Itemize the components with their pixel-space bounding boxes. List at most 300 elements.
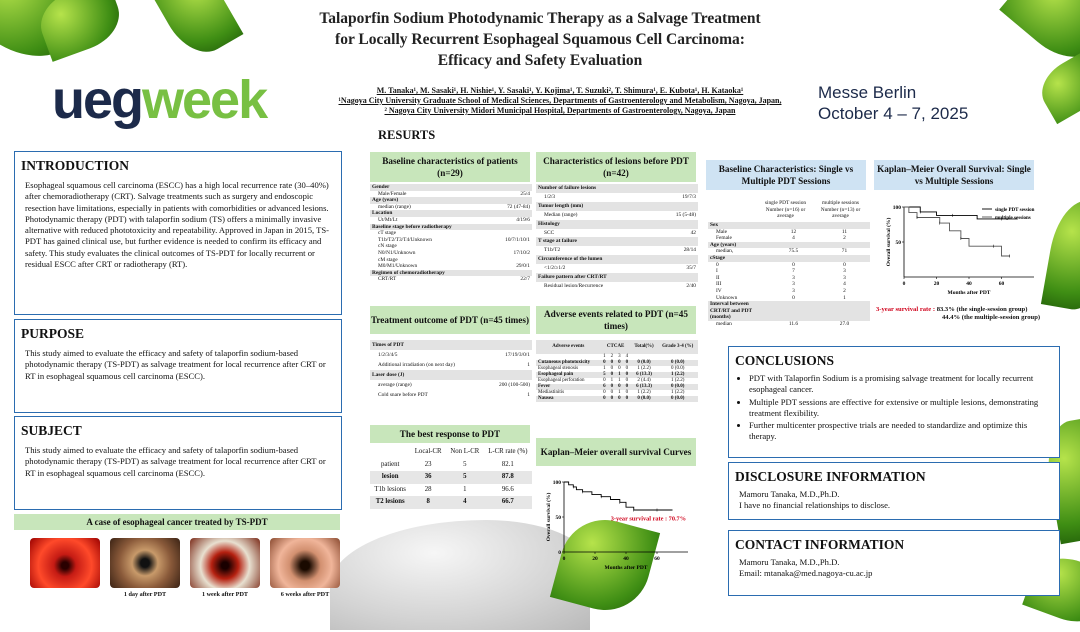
row-label: N0/N1/Unknown: [378, 249, 416, 256]
multiple-value: 11: [841, 228, 848, 235]
subject-box: [14, 416, 342, 510]
table-row: [708, 301, 870, 321]
table-row: [370, 224, 532, 231]
table-row: [370, 204, 532, 211]
row-value: [490, 197, 532, 204]
table-cell: Esophageal perforation: [538, 378, 585, 383]
row-label: Times of PDT: [370, 340, 486, 350]
table-cell: 1: [463, 485, 467, 493]
table-row: [370, 257, 532, 264]
table-row: [370, 270, 532, 277]
table-cell: 0: [623, 384, 630, 390]
multiple-value: [819, 255, 870, 262]
contact-heading: CONTACT INFORMATION: [735, 537, 905, 552]
table-row: [370, 459, 532, 472]
grade-header: 4: [625, 354, 629, 359]
table-row: [370, 380, 532, 390]
row-label: median (range): [378, 203, 411, 210]
column-header: Non L-CR: [450, 448, 480, 455]
multiple-value: 27.0: [839, 320, 850, 327]
table-row: [536, 255, 698, 264]
multiple-value: 71: [841, 248, 848, 255]
multiple-value: 3: [843, 268, 846, 275]
row-label: Ut/Mt/Lt: [378, 216, 398, 223]
x-tick-label: 60: [654, 556, 660, 562]
table-cell: Cutaneous phototoxicity: [536, 360, 601, 366]
x-tick-label: 60: [998, 281, 1005, 287]
table-cell: T2 lesions: [370, 496, 410, 509]
y-axis-label: Overall survival (%): [886, 217, 892, 267]
table-cell: 0 (0.0): [631, 360, 658, 366]
row-label: Baseline stage before radiotherapy: [370, 224, 490, 231]
grade-header: 1: [603, 354, 606, 359]
table-row: [536, 229, 698, 238]
best-response-table: [370, 446, 532, 509]
single-session-col-header: single PDT session Number (n=16) or average: [764, 200, 807, 220]
row-label: Residual lesion/Recurrence: [544, 282, 604, 289]
table-cell: 0: [623, 360, 630, 366]
table-row: [536, 264, 698, 273]
y-tick-label: 0: [558, 550, 561, 556]
single-multiple-table: [708, 222, 870, 328]
row-label: Sex: [708, 222, 768, 229]
row-label: median,: [716, 248, 734, 255]
row-label: Histology: [536, 220, 658, 229]
table-row: [370, 390, 532, 400]
row-value: [490, 210, 532, 217]
row-value: 19/7/3: [682, 193, 696, 200]
treatment-outcome-heading: Treatment outcome of PDT (n=45 times): [370, 306, 530, 334]
table-cell: 1 (2.2): [671, 378, 685, 383]
row-label: median: [716, 320, 732, 327]
subject-text: This study aimed to evaluate the efficacy and safety of talaporfin sodium-based photodynamic therapy (TS-PDT) as salvage treatment for local recurrence after CRT or RT in esophageal squamous cell carcinoma (ESCC).: [25, 445, 326, 478]
row-label: III: [716, 281, 722, 288]
table-row: [708, 229, 870, 236]
table-row: [708, 321, 870, 328]
row-label: Location: [370, 210, 490, 217]
row-label: IV: [716, 287, 722, 294]
table-cell: 0: [608, 384, 615, 390]
affiliation-2: ² Nagoya City University Midori Municipal Hospital, Departments of Gastroenterology, Nagoya, Japan: [384, 106, 736, 115]
table-cell: 36: [410, 471, 446, 484]
table-cell: 0 (0.0): [657, 384, 698, 390]
grade-header: 2: [610, 354, 614, 359]
table-row: [370, 250, 532, 257]
row-value: [486, 370, 533, 380]
table-cell: 0: [601, 360, 608, 366]
row-value: 72 (47-84): [507, 203, 530, 210]
table-row: [536, 282, 698, 291]
row-label: T1b/T2: [544, 247, 561, 254]
table-cell: 66.7: [484, 496, 532, 509]
table-cell: 0: [616, 396, 623, 402]
row-label: average (range): [378, 382, 412, 388]
row-value: [490, 257, 532, 264]
row-label: T1b/T2/T3/T4/Unknown: [378, 236, 432, 243]
introduction-box: [14, 151, 342, 315]
conclusion-item: • Multiple PDT sessions are effective for extensive or multiple lesions, demonstrating treatment flexibility.: [749, 397, 1049, 420]
table-cell: 5: [463, 460, 467, 468]
endoscopy-photo-1-week: [190, 538, 260, 588]
caption-1-day: 1 day after PDT: [123, 591, 167, 598]
grade-header: 3: [618, 354, 621, 359]
row-label: Number of failure lesions: [536, 184, 658, 193]
endoscopy-photo-1-day: [110, 538, 180, 588]
row-label: Regimen of chemoradiotherapy: [370, 270, 490, 277]
table-cell: Esophageal pain: [536, 372, 601, 378]
table-row: [536, 237, 698, 246]
x-axis-label: Months after PDT: [604, 565, 648, 570]
row-label: I: [716, 268, 718, 275]
adverse-events-table: [536, 340, 698, 402]
table-cell: T1b lesions: [374, 485, 406, 493]
table-cell: 87.8: [484, 471, 532, 484]
row-label: Cold snare before PDT: [378, 392, 428, 398]
table-cell: 1 (2.2): [637, 390, 651, 395]
row-value: [490, 230, 532, 237]
x-tick-label: 20: [933, 281, 940, 287]
table-cell: 23: [424, 460, 432, 468]
venue-block: [818, 82, 968, 124]
row-label: T stage at failure: [536, 237, 658, 246]
table-cell: 6 (13.3): [631, 384, 658, 390]
decorative-leaf: [1032, 46, 1080, 124]
row-value: [490, 270, 532, 277]
km-sessions-rate-single: 83.3% (the single-session group): [936, 306, 1028, 313]
contact-box: [728, 530, 1060, 596]
single-value: 75.5: [788, 248, 799, 255]
row-value: 25/4: [520, 190, 530, 197]
y-tick-label: 100: [552, 480, 561, 486]
multiple-value: 3: [843, 274, 846, 281]
row-label: 1/2/3: [544, 193, 556, 200]
title-line-2: for Locally Recurrent Esophageal Squamous Cell Carcinoma:: [335, 31, 745, 48]
table-cell: 0: [610, 366, 614, 371]
x-tick-label: 40: [623, 556, 629, 562]
row-label: Age (years): [708, 242, 768, 249]
km-overall-chart: [536, 470, 696, 570]
row-value: 28/14: [683, 247, 696, 254]
row-label: Male/Female: [378, 190, 407, 197]
caption-6-weeks: 6 weeks after PDT: [280, 591, 330, 598]
row-label: Tumor length (mm): [536, 202, 658, 211]
table-cell: 1: [603, 366, 606, 371]
table-cell: 1: [616, 372, 623, 378]
table-cell: Fever: [536, 384, 601, 390]
multiple-value: [819, 301, 870, 321]
row-label: Circumference of the lumen: [536, 255, 658, 264]
table-row: [370, 263, 532, 270]
row-value: 1: [527, 392, 530, 398]
lesion-characteristics-heading: Characteristics of lesions before PDT (n=42): [536, 152, 696, 182]
contact-email[interactable]: Email: mtanaka@med.nagoya-cu.ac.jp: [739, 568, 873, 579]
table-row: [370, 197, 532, 204]
multiple-value: 1: [843, 294, 846, 301]
row-label: CRT/RT: [378, 276, 397, 283]
x-tick-label: 0: [562, 556, 566, 562]
table-cell: 0: [608, 372, 615, 378]
table-cell: 1 (2.2): [657, 372, 698, 378]
table-header-row: [370, 446, 532, 459]
table-row: [536, 273, 698, 282]
row-label: cN stage: [378, 243, 397, 250]
legend-label: single PDT session: [995, 208, 1035, 213]
table-cell: Nausea: [536, 396, 601, 402]
single-value: [768, 242, 819, 249]
single-value: 4: [792, 235, 795, 242]
single-value: 12: [790, 228, 797, 235]
row-label: cStage: [708, 255, 768, 262]
table-row: [708, 262, 870, 269]
table-cell: 0 (0.0): [657, 360, 698, 366]
disclosure-box: [728, 462, 1060, 520]
multiple-value: 4: [843, 281, 846, 288]
table-cell: 0: [603, 378, 606, 383]
disclosure-statement: I have no financial relationships to disclose.: [739, 500, 891, 511]
poster-title: [270, 8, 810, 71]
table-cell: 0 (0.0): [671, 366, 685, 371]
venue-dates: October 4 – 7, 2025: [818, 104, 969, 123]
row-label: Median (range): [544, 211, 578, 218]
table-cell: 0: [608, 360, 615, 366]
row-value: [658, 184, 698, 193]
table-cell: 0: [623, 396, 630, 402]
row-value: 17/19/3/0/1: [505, 352, 530, 358]
row-value: [658, 202, 698, 211]
table-row: [536, 220, 698, 229]
multiple-value: [819, 242, 870, 249]
table-cell: 0: [603, 390, 606, 395]
table-cell: 2 (4.4): [637, 378, 651, 383]
x-tick-label: 0: [902, 281, 906, 287]
x-axis-label: Months after PDT: [947, 290, 991, 296]
table-row: [370, 243, 532, 250]
table-row: [708, 255, 870, 262]
subject-heading: SUBJECT: [21, 423, 82, 438]
single-value: 3: [792, 287, 795, 294]
table-cell: 28: [424, 485, 432, 493]
contact-text-block: [729, 553, 1059, 580]
table-cell: 0: [616, 360, 623, 366]
table-cell: 0: [601, 396, 608, 402]
row-value: 29/0/1: [516, 263, 530, 270]
row-value: 200 (100-500): [499, 382, 530, 388]
table-row: [536, 202, 698, 211]
table-cell: 1: [618, 390, 621, 395]
baseline-patients-heading: Baseline characteristics of patients (n=29): [370, 152, 530, 182]
row-value: [486, 340, 533, 350]
column-header: Adverse events: [536, 340, 601, 354]
y-tick-label: 50: [895, 240, 901, 246]
row-label: 1/2/3/4/5: [378, 352, 398, 358]
table-cell: 0: [616, 384, 623, 390]
venue-name: Messe Berlin: [818, 83, 917, 102]
km-sessions-chart: [874, 193, 1054, 303]
multiple-value: 2: [843, 287, 846, 294]
conclusion-item: • PDT with Talaporfin Sodium is a promising salvage treatment for locally recurrent esophageal cancer.: [749, 373, 1049, 396]
row-value: 17/10/2: [513, 249, 530, 256]
row-label: Laser dose (J): [370, 370, 486, 380]
table-cell: 0: [610, 390, 614, 395]
endoscopy-photo-before: [30, 538, 100, 588]
x-tick-label: 40: [966, 281, 972, 287]
table-row: [370, 471, 532, 484]
conclusions-list: [729, 369, 1059, 443]
table-row: [370, 370, 532, 380]
row-label: Unknown: [716, 294, 738, 301]
row-value: 22/7: [520, 276, 530, 283]
disclosure-heading: DISCLOSURE INFORMATION: [735, 469, 926, 484]
column-header: Grade 3-4 (%): [657, 340, 698, 354]
conclusion-item: • Further multicenter prospective trials are needed to standardize and optimize this therapy.: [749, 420, 1049, 443]
table-row: [708, 242, 870, 249]
table-header-row: [536, 340, 698, 354]
multiple-value: 0: [843, 261, 846, 268]
table-cell: 0: [608, 396, 615, 402]
adverse-events-heading: Adverse events related to PDT (n=45 times): [536, 306, 696, 334]
table-cell: 96.6: [501, 485, 514, 493]
table-cell: 5: [601, 372, 608, 378]
multiple-value: 2: [843, 235, 846, 242]
row-value: [658, 220, 698, 229]
introduction-text: Esophageal squamous cell carcinoma (ESCC) has a high local recurrence rate (30–40%) after chemoradiotherapy (CRT). Salvage treatments such as surgery and endoscopic resection have limitations, especially in patients with comorbidities or advanced lesions. Photodynamic therapy (PDT) with talaporfin sodium (TS) offers a minimally invasive alternative with reduced phototoxicity and repeatability. Approved in Japan in 2015, TS-PDT has gained clinical use, but further evidence is needed to confirm its efficacy and safety. This study evaluates the clinical outcomes of TS-PDT for locally recurrent or residual ESCC after CRT or radiotherapy (RT).: [25, 180, 330, 270]
table-row: [370, 496, 532, 509]
row-value: 42: [690, 229, 696, 236]
single-multiple-heading: Baseline Characteristics: Single vs Multiple PDT Sessions: [706, 160, 866, 190]
ueg-week-logo: [52, 70, 266, 130]
table-cell: 5: [446, 471, 484, 484]
title-line-3: Efficacy and Safety Evaluation: [437, 52, 643, 69]
table-row: [370, 350, 532, 360]
survival-curve-2: [904, 207, 1010, 256]
y-axis-label: Overall survival (%): [546, 492, 552, 542]
logo-ueg: ueg: [52, 70, 143, 130]
table-row: [370, 276, 532, 283]
row-label: Male: [716, 228, 728, 235]
legend-label: multiple sessions: [995, 216, 1031, 221]
table-cell: 0: [618, 366, 621, 371]
table-cell: 82.1: [501, 460, 514, 468]
table-row: [370, 340, 532, 350]
single-value: 0: [792, 261, 795, 268]
lesion-characteristics-table: [536, 184, 698, 291]
single-value: [768, 255, 819, 262]
table-row: [536, 184, 698, 193]
km-sessions-rate-block: [876, 306, 1066, 322]
authors-block: [300, 86, 820, 116]
row-label: 0: [716, 261, 719, 268]
table-cell: lesion: [370, 471, 410, 484]
introduction-heading: INTRODUCTION: [21, 158, 130, 173]
table-row: [370, 184, 532, 191]
table-cell: Mediastinitis: [538, 390, 565, 395]
row-label: Female: [716, 235, 732, 242]
table-cell: 0: [625, 390, 629, 395]
row-label: cT stage: [378, 230, 397, 237]
table-row: [370, 210, 532, 217]
survival-rate-note: 3-year survival rate : 70.7%: [610, 515, 686, 523]
row-value: [490, 184, 532, 191]
y-tick-label: 50: [555, 515, 561, 521]
single-value: 0: [792, 294, 795, 301]
author-list: M. Tanaka¹, M. Sasaki¹, H. Nishie¹, Y. Sasaki¹, Y. Kojima¹, T. Suzuki², T. Shimura¹, E. Kubota¹, H. Kataoka¹: [376, 86, 744, 95]
row-label: Interval between CRT/RT and PDT (months): [708, 301, 768, 321]
x-tick-label: 20: [592, 556, 598, 562]
row-value: [490, 243, 532, 250]
affiliation-1: ¹Nagoya City University Graduate School of Medical Sciences, Departments of Gastroenterology and Metabolism, Nagoya, Japan,: [338, 96, 782, 105]
column-header: L-CR rate (%): [488, 448, 528, 455]
table-row: [536, 193, 698, 202]
column-header: CTCAE: [601, 340, 631, 354]
y-tick-label: 100: [892, 205, 901, 211]
row-label: II: [716, 274, 720, 281]
row-value: [658, 255, 698, 264]
single-multiple-col-headers: [758, 200, 868, 220]
purpose-box: [14, 319, 342, 413]
row-value: 10/7/1/10/1: [505, 236, 530, 243]
row-value: [658, 237, 698, 246]
row-value: 1: [527, 362, 530, 368]
row-label: Failure pattern after CRT/RT: [536, 273, 658, 282]
table-row: [708, 248, 870, 255]
table-cell: 1: [610, 378, 614, 383]
table-row: [708, 288, 870, 295]
row-value: 2/40: [686, 282, 696, 289]
logo-week: week: [142, 70, 267, 130]
table-cell: 1 (2.2): [637, 366, 651, 371]
multiple-session-col-header: multiple sessions Number (n=13) or average: [820, 200, 861, 220]
purpose-text: This study aimed to evaluate the efficacy and safety of talaporfin sodium-based photodynamic therapy (TS-PDT) as salvage treatment for local recurrence after CRT or RT in esophageal squamous cell carcinoma (ESCC).: [25, 348, 326, 381]
row-label: Additional irradiation (on next day): [378, 362, 455, 368]
table-cell: 0 (0.0): [631, 396, 658, 402]
table-cell: Esophageal stenosis: [538, 366, 579, 371]
km-sessions-rate-multiple: 44.4% (the multiple-session group): [942, 314, 1041, 321]
best-response-heading: The best response to PDT: [370, 425, 530, 443]
table-cell: 0: [623, 372, 630, 378]
table-row: [708, 268, 870, 275]
endoscopy-photo-6-weeks: [270, 538, 340, 588]
km-sessions-heading: Kaplan–Meier Overall Survival: Single vs Multiple Sessions: [874, 160, 1034, 190]
column-header: [370, 446, 410, 459]
table-row: [708, 281, 870, 288]
row-value: [490, 224, 532, 231]
table-row: [370, 360, 532, 370]
case-heading: A case of esophageal cancer treated by TS-PDT: [14, 514, 340, 530]
column-header: Local-CR: [414, 448, 442, 455]
km-overall-heading: Kaplan–Meier overall survival Curves: [536, 438, 696, 466]
table-cell: 0: [625, 366, 629, 371]
table-cell: 4: [446, 496, 484, 509]
single-value: 11.6: [788, 320, 799, 327]
single-value: 7: [792, 268, 795, 275]
conclusions-heading: CONCLUSIONS: [735, 353, 835, 368]
multiple-value: [819, 222, 870, 229]
single-value: 3: [792, 281, 795, 288]
row-label: Gender: [370, 184, 490, 191]
row-value: [658, 273, 698, 282]
disclosure-text-block: [729, 485, 1059, 512]
table-cell: 8: [410, 496, 446, 509]
table-row: [708, 295, 870, 302]
contact-name: Mamoru Tanaka, M.D.,Ph.D.: [739, 557, 840, 567]
table-cell: patient: [380, 460, 400, 468]
row-label: M0/M1/Unknown: [378, 263, 418, 270]
km-sessions-rate-label: 3-year survival rate :: [876, 306, 936, 313]
table-cell: 0 (0.0): [657, 396, 698, 402]
row-label: SCC: [544, 229, 555, 236]
single-value: [768, 301, 819, 321]
table-cell: 6 (13.3): [631, 372, 658, 378]
